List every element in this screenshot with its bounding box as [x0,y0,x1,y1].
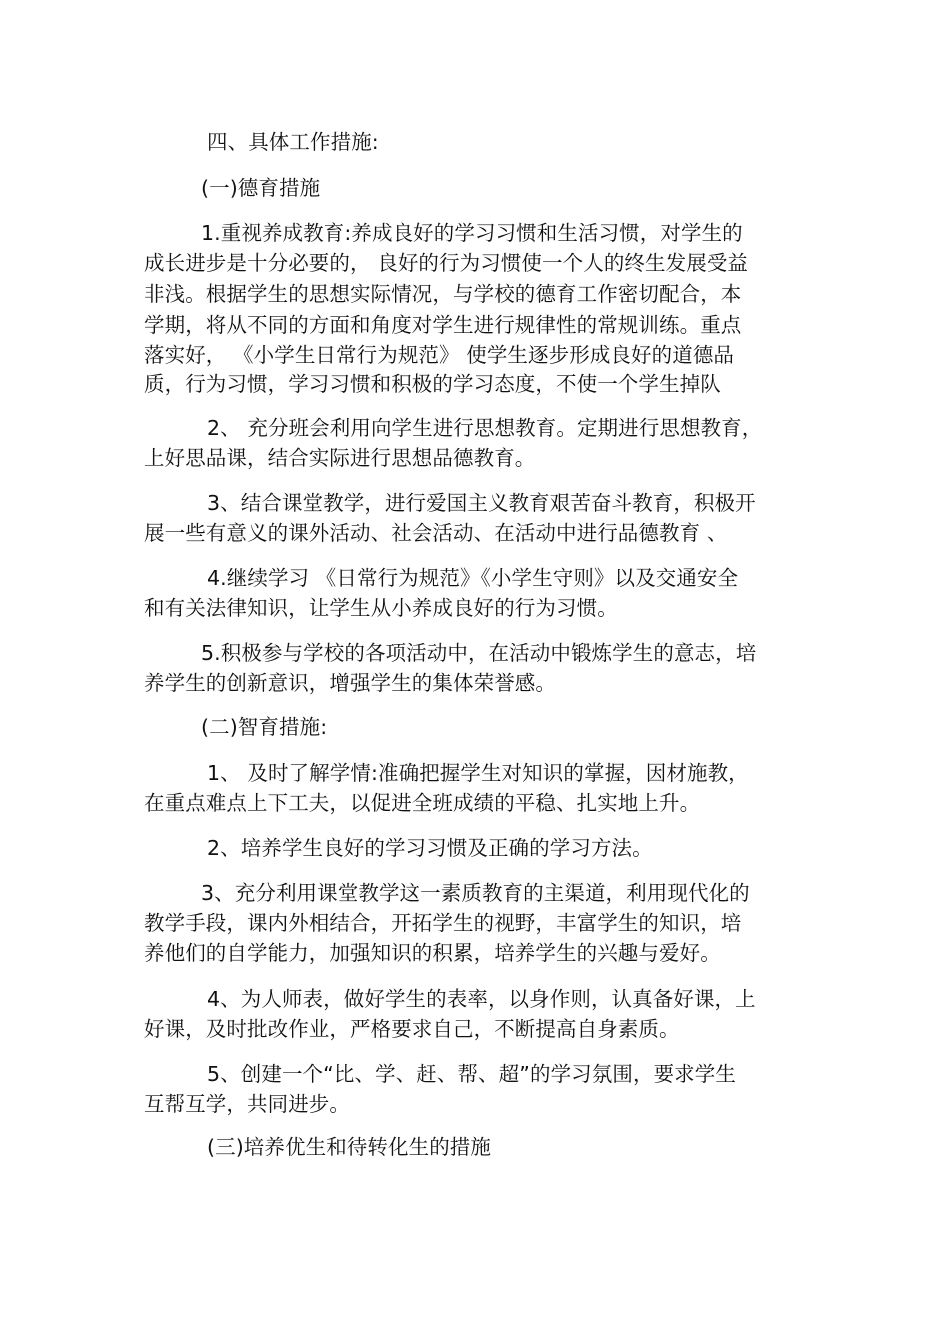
paragraph-line: 4、为人师表，做好学生的表率，以身作则，认真备好课，上 [207,987,756,1011]
paragraph-line: 上好思品课，结合实际进行思想品德教育。 [144,446,536,470]
paragraph-line: 5、创建一个“比、学、赶、帮、超”的学习氛围，要求学生 [207,1062,736,1086]
paragraph-line: 养他们的自学能力，加强知识的积累，培养学生的兴趣与爱好。 [144,941,721,965]
paragraph-line: 非浅。根据学生的思想实际情况，与学校的德育工作密切配合，本 [144,282,742,306]
paragraph-line: 4.继续学习 《日常行为规范》《小学生守则》以及交通安全 [207,566,739,590]
paragraph-line: 1.重视养成教育:养成良好的学习习惯和生活习惯，对学生的 [201,221,743,245]
paragraph-line: 教学手段，课内外相结合，开拓学生的视野，丰富学生的知识，培 [144,911,742,935]
paragraph-line: 互帮互学，共同进步。 [144,1092,350,1116]
paragraph-line: 3、结合课堂教学，进行爱国主义教育艰苦奋斗教育，积极开 [207,491,756,515]
paragraph-line: 学期，将从不同的方面和角度对学生进行规律性的常规训练。重点 [144,313,742,337]
paragraph-line: 成长进步是十分必要的， 良好的行为习惯使一个人的终生发展受益 [144,251,749,275]
section-title-intellectual: (二)智育措施: [201,715,328,739]
paragraph-line: 2、培养学生良好的学习习惯及正确的学习方法。 [207,836,653,860]
paragraph-line: 展一些有意义的课外活动、社会活动、在活动中进行品德教育 、 [144,521,728,545]
paragraph-line: 好课，及时批改作业，严格要求自己，不断提高自身素质。 [144,1017,680,1041]
paragraph-line: 养学生的创新意识，增强学生的集体荣誉感。 [144,671,556,695]
paragraph-line: 2、 充分班会利用向学生进行思想教育。定期进行思想教育， [207,416,763,440]
paragraph-line: 在重点难点上下工夫，以促进全班成绩的平稳、扎实地上升。 [144,791,701,815]
paragraph-line: 落实好， 《小学生日常行为规范》 使学生逐步形成良好的道德品 [144,343,735,367]
paragraph-line: 1、 及时了解学情:准确把握学生对知识的掌握，因材施教， [207,761,749,785]
document-heading: 四、具体工作措施: [207,130,379,154]
section-title-students: (三)培养优生和待转化生的措施 [207,1135,491,1159]
section-title-moral: (一)德育措施 [201,176,321,200]
paragraph-line: 5.积极参与学校的各项活动中，在活动中锻炼学生的意志，培 [201,641,757,665]
paragraph-line: 质，行为习惯，学习习惯和积极的学习态度，不使一个学生掉队 [144,372,721,396]
paragraph-line: 3、充分利用课堂教学这一素质教育的主渠道，利用现代化的 [201,881,750,905]
paragraph-line: 和有关法律知识，让学生从小养成良好的行为习惯。 [144,596,618,620]
